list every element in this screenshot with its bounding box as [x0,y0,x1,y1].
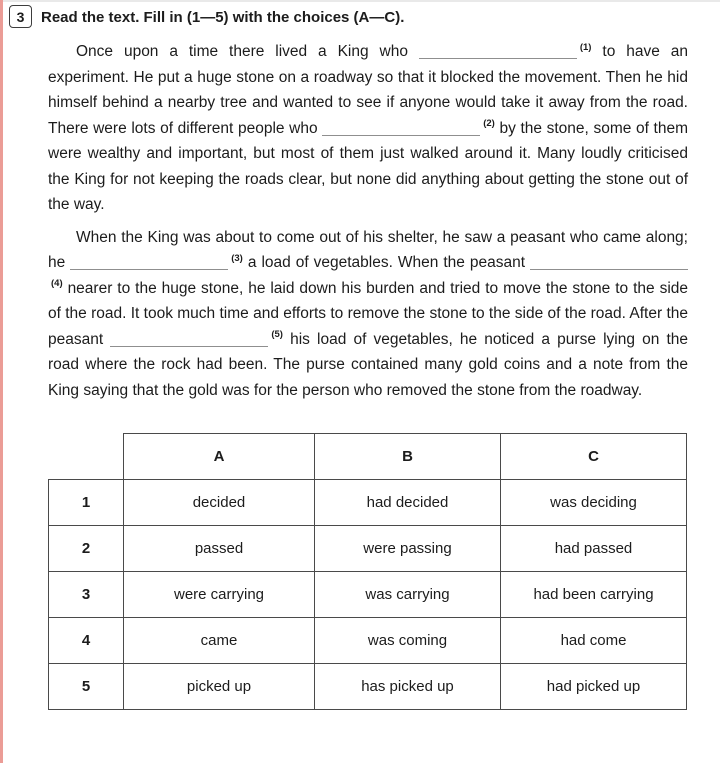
choice-cell-2a: passed [124,526,315,572]
choice-cell-1b: had decided [315,480,501,526]
choice-cell-4b: was coming [315,618,501,664]
blank-1-number: (1) [579,41,592,53]
table-row [49,618,687,664]
row-number: 2 [49,526,124,572]
passage-text: nearer to the huge stone, he laid down his burden and tried to move the stone to the side of the road. It took much time and efforts to remove the stone to the side of the road. After the peasant [48,279,688,348]
blank-3 [70,254,228,271]
passage-text: a load of vegetables. When the peasant [247,254,526,271]
blank-3-number: (3) [231,252,243,264]
blank-4 [530,254,688,271]
table-corner-empty-cell [49,434,124,480]
column-header-a: A [124,434,315,480]
task-instruction: Read the text. Fill in (1—5) with the choices (A—C). [41,9,405,26]
table-row [49,572,687,618]
scan-top-edge-line [0,0,720,2]
blank-4-number: (4) [51,278,63,290]
choice-cell-2b: were passing [315,526,501,572]
choice-cell-2c: had passed [501,526,687,572]
row-number: 4 [49,618,124,664]
row-number: 5 [49,664,124,710]
choice-cell-4c: had come [501,618,687,664]
choice-cell-3c: had been carrying [501,572,687,618]
blank-5-number: (5) [271,329,283,341]
choice-cell-5c: had picked up [501,664,687,710]
choice-cell-3b: was carrying [315,572,501,618]
choice-cell-1c: was deciding [501,480,687,526]
passage-paragraph-1 [48,39,688,218]
choice-cell-5a: picked up [124,664,315,710]
scan-left-edge-line [0,0,3,763]
table-row [49,526,687,572]
table-row [49,480,687,526]
passage-text: Once upon a time there lived a King who [76,43,408,60]
task-header [0,0,720,29]
table-header-row [49,434,687,480]
task-number-badge [9,5,32,28]
choice-cell-4a: came [124,618,315,664]
passage-text: to have an experiment. He put a huge stone on a roadway so that it blocked the movement. Then he hid himself behind a nearby tree and wanted to see if anyone would take it away from the road. There were lots of different people who [48,43,688,137]
column-header-b: B [315,434,501,480]
choices-table [48,433,687,710]
blank-1 [419,43,577,60]
blank-2-number: (2) [483,118,495,130]
choice-cell-5b: has picked up [315,664,501,710]
blank-5 [110,330,268,347]
passage-text: by the stone, some of them were wealthy and important, but most of them just walked around it. Many loudly criticised the King for not keeping the roads clear, but none did anything about getting the stone out of the way. [48,119,688,213]
row-number: 1 [49,480,124,526]
column-header-c: C [501,434,687,480]
passage-text: When the King was about to come out of his shelter, he saw a peasant who came along; he [48,228,688,271]
choice-cell-1a: decided [124,480,315,526]
reading-passage [48,39,688,403]
task-number: 3 [16,8,25,25]
choice-cell-3a: were carrying [124,572,315,618]
blank-2 [322,119,480,136]
table-row [49,664,687,710]
row-number: 3 [49,572,124,618]
passage-paragraph-2 [48,225,688,404]
passage-text: his load of vegetables, he noticed a purse lying on the road where the rock had been. The purse contained many gold coins and a note from the King saying that the gold was for the person who removed the stone from the roadway. [48,330,689,399]
